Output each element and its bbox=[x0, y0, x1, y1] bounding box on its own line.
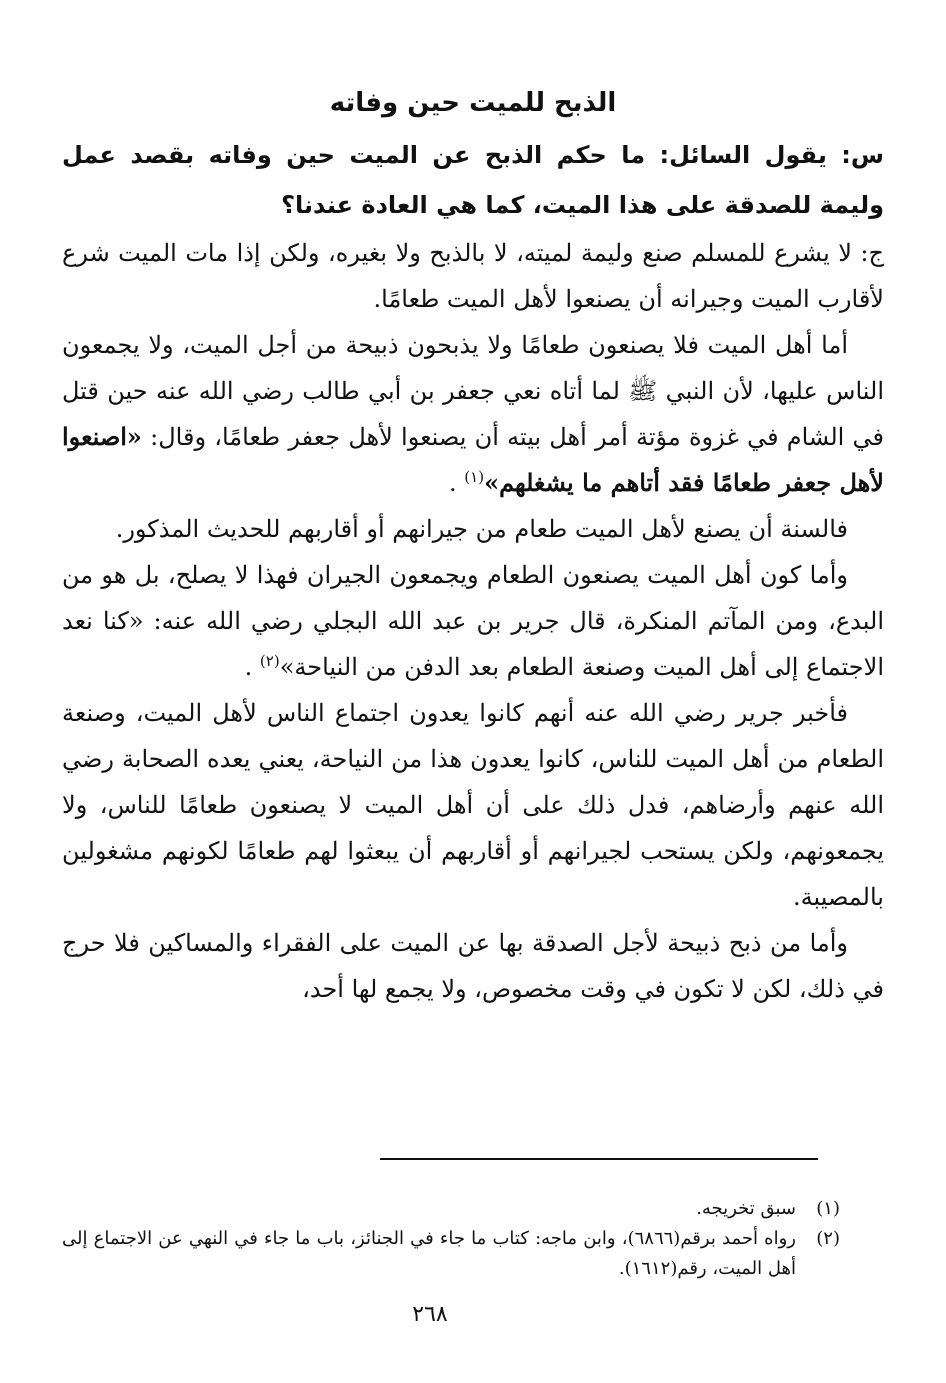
page-title: الذبح للميت حين وفاته bbox=[329, 88, 617, 118]
paragraph-bidah bbox=[62, 552, 884, 690]
footnote-text: رواه أحمد برقم(٦٨٦٦)، وابن ماجه: كتاب ما جاء في الجنائز، باب ما جاء في النهي عن الاجتماع إلى أهل الميت، رقم(١٦١٢). bbox=[62, 1228, 796, 1279]
hadith-quote: «اصنعوا لأهل جعفر طعامًا فقد أتاهم ما يشغلهم» bbox=[62, 422, 884, 497]
page-number: ٢٦٨ bbox=[412, 1302, 448, 1327]
paragraph-sunnah: فالسنة أن يصنع لأهل الميت طعام من جيرانهم أو أقاربهم للحديث المذكور. bbox=[115, 515, 848, 543]
footnote-separator bbox=[380, 1158, 818, 1160]
question-paragraph: س: يقول السائل: ما حكم الذبح عن الميت حين وفاته بقصد عمل وليمة للصدقة على هذا الميت، كما هي العادة عندنا؟ bbox=[62, 141, 884, 219]
quote-end: . bbox=[244, 653, 253, 681]
quote-end: . bbox=[449, 469, 457, 497]
footnote-number: (١) bbox=[816, 1198, 840, 1219]
paragraph-jarir-explanation: فأخبر جرير رضي الله عنه أنهم كانوا يعدون اجتماع الناس لأهل الميت، وصنعة الطعام من أهل الميت للناس، كانوا يعدون هذا من النياحة، يعني يعده الصحابة رضي الله عنهم وأرضاهم، فدل ذلك على أن أهل الميت لا يصنعون طعامًا للناس، ولا يجمعونهم، ولكن يستحب لجيرانهم أو أقاربهم أن يبعثوا لهم طعامًا لكونهم مشغولين بالمصيبة. bbox=[62, 699, 884, 911]
page-body bbox=[62, 78, 884, 1012]
footnote-item bbox=[62, 1194, 840, 1224]
footnote-text: سبق تخريجه. bbox=[696, 1198, 796, 1219]
footnote-number: (٢) bbox=[816, 1228, 840, 1249]
footnote-item bbox=[62, 1224, 840, 1284]
paragraph-charity: وأما من ذبح ذبيحة لأجل الصدقة بها عن الميت على الفقراء والمساكين فلا حرج في ذلك، لكن لا تكون في وقت مخصوص، ولا يجمع لها أحد، bbox=[62, 929, 884, 1003]
answer-paragraph: ج: لا يشرع للمسلم صنع وليمة لميته، لا بالذبح ولا بغيره، ولكن إذا مات الميت شرع لأقارب الميت وجيرانه أن يصنعوا لأهل الميت طعامًا. bbox=[62, 239, 884, 313]
jarir-quote: «كنا نعد الاجتماع إلى أهل الميت وصنعة الطعام بعد الدفن من النياحة» bbox=[62, 607, 884, 681]
paragraph-family-food bbox=[62, 322, 884, 506]
footnote-ref-1[interactable]: (١) bbox=[464, 468, 485, 486]
paragraph-text: وأما كون أهل الميت يصنعون الطعام ويجمعون الجيران فهذا لا يصلح، بل هو من البدع، ومن المآتم المنكرة، قال جرير بن عبد الله البجلي رضي الله عنه: bbox=[62, 561, 884, 635]
paragraph-text: أما أهل الميت فلا يصنعون طعامًا ولا يذبحون ذبيحة من أجل الميت، ولا يجمعون الناس عليها، لأن النبي ﷺ لما أتاه نعي جعفر بن أبي طالب رضي الله عنه حين قتل في الشام في غزوة مؤتة أمر أهل بيته أن يصنعوا لأهل جعفر طعامًا، وقال: bbox=[62, 331, 884, 451]
footnote-ref-2[interactable]: (٢) bbox=[259, 652, 280, 670]
footnotes bbox=[62, 1194, 840, 1284]
